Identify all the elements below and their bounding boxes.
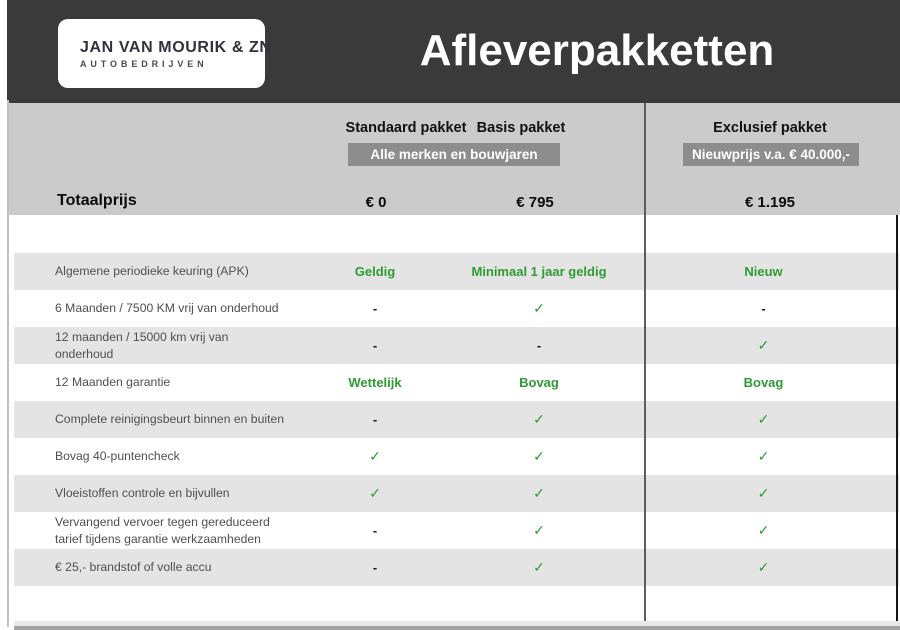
value-exclusief: Bovag <box>743 375 784 390</box>
value-exclusief: ✓ <box>757 559 770 575</box>
feature-label: € 25,- brandstof of volle accu <box>55 560 212 575</box>
value-basis: ✓ <box>533 448 545 464</box>
table-row <box>14 549 899 586</box>
right-border-line <box>896 215 898 621</box>
feature-label: Bovag 40-puntencheck <box>55 449 180 464</box>
feature-label: Vervangend vervoer tegen gereduceerd tarief tijdens garantie werkzaamheden <box>55 515 270 546</box>
table-row <box>14 364 899 401</box>
total-price-exclusief: € 1.195 <box>744 194 796 211</box>
value-basis: - <box>536 338 542 353</box>
column-header-standaard: Standaard pakket <box>345 120 467 136</box>
value-exclusief: - <box>761 301 766 316</box>
value-basis: Bovag <box>519 375 559 390</box>
value-basis: ✓ <box>533 522 545 538</box>
feature-label: 6 Maanden / 7500 KM vrij van onderhoud <box>55 301 279 316</box>
value-exclusief: ✓ <box>757 337 770 353</box>
value-basis: ✓ <box>533 300 545 316</box>
value-standaard: - <box>372 560 378 575</box>
value-standaard: ✓ <box>369 448 381 464</box>
value-standaard: ✓ <box>369 485 381 501</box>
table-row <box>14 290 899 327</box>
table-row <box>14 327 899 364</box>
brand-logo <box>58 19 272 88</box>
feature-label: Algemene periodieke keuring (APK) <box>55 264 249 279</box>
page-title: Afleverpakketten <box>419 26 775 75</box>
table-row <box>14 438 899 475</box>
badge-alle-merken: Alle merken en bouwjaren <box>348 143 560 166</box>
value-standaard: Wettelijk <box>348 375 402 390</box>
feature-rows <box>14 253 899 586</box>
total-price-label: Totaalprijs <box>57 192 137 209</box>
value-standaard: - <box>372 338 378 353</box>
column-divider-line <box>644 103 646 627</box>
value-exclusief: ✓ <box>757 485 770 501</box>
feature-label: Complete reinigingsbeurt binnen en buiten <box>55 412 285 427</box>
brand-logo-text <box>80 39 272 69</box>
bottom-bar <box>14 626 900 630</box>
top-header <box>7 0 900 103</box>
column-header-basis: Basis pakket <box>476 120 566 136</box>
total-price-standaard: € 0 <box>365 194 387 211</box>
value-standaard: - <box>372 412 378 427</box>
value-basis: Minimaal 1 jaar geldig <box>471 264 607 279</box>
brand-subtitle: AUTOBEDRIJVEN <box>80 58 208 69</box>
table-row <box>14 475 899 512</box>
value-standaard: Geldig <box>354 264 396 279</box>
left-border-line <box>7 100 9 627</box>
value-exclusief: ✓ <box>757 522 770 538</box>
value-basis: ✓ <box>533 485 545 501</box>
feature-label: 12 Maanden garantie <box>55 375 171 390</box>
value-standaard: - <box>372 301 378 316</box>
value-exclusief: ✓ <box>757 448 770 464</box>
feature-label: Vloeistoffen controle en bijvullen <box>55 486 230 501</box>
value-basis: ✓ <box>533 411 545 427</box>
value-exclusief: Nieuw <box>744 264 783 279</box>
value-standaard: - <box>372 523 378 538</box>
table-row <box>14 253 899 290</box>
value-exclusief: ✓ <box>757 411 770 427</box>
column-header-exclusief: Exclusief pakket <box>713 120 827 136</box>
table-row <box>14 401 899 438</box>
badge-nieuwprijs: Nieuwprijs v.a. € 40.000,- <box>683 143 859 166</box>
brand-name: JAN VAN MOURIK & ZN <box>80 38 272 56</box>
total-price-basis: € 795 <box>516 194 554 211</box>
feature-label: 12 maanden / 15000 km vrij van onderhoud <box>55 330 229 361</box>
value-basis: ✓ <box>533 559 545 575</box>
table-row <box>14 512 899 549</box>
